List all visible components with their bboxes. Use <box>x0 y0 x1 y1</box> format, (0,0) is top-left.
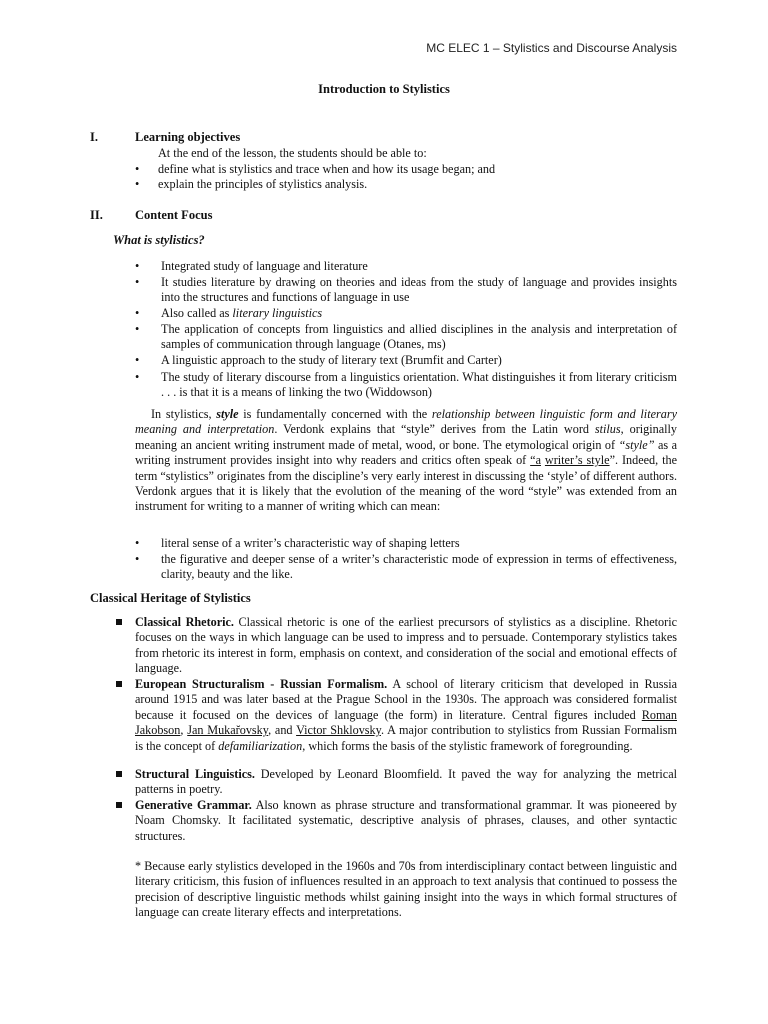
text-run: . Verdonk explains that “style” derives from the Latin word <box>274 422 595 437</box>
definition-text <box>161 306 677 321</box>
heritage-term: Generative Grammar. <box>135 798 252 812</box>
text-run: . A major contribution to stylistics from Russian Formalism is the concept of <box>135 723 677 753</box>
heritage-item <box>135 615 677 677</box>
square-bullet-icon <box>116 619 122 625</box>
definition-text: Integrated study of language and literature <box>161 259 368 273</box>
objective-text: explain the principles of stylistics analysis. <box>158 177 368 191</box>
square-bullet-icon <box>116 802 122 808</box>
style-quoted-term: “style” <box>618 437 655 452</box>
text-run: , <box>180 723 188 738</box>
bullet-marker: • <box>135 275 140 289</box>
heritage-item <box>135 798 677 844</box>
objective-text: define what is stylistics and trace when and how its usage began; and <box>158 162 496 176</box>
bullet-marker: • <box>135 370 140 384</box>
section-heading-objectives: Learning objectives <box>135 130 241 144</box>
text-run: ”. Indeed, the term “stylistics” originates from the discipline’s very early interest in discussing the ‘style’ of different authors. Verdonk argues that it is likely that the evolution of the meaning of the word “style” was extended from an instrument for writing to a manner of writing which can mean: <box>135 453 677 514</box>
name-roman-jakobson: Roman Jakobson <box>135 707 677 738</box>
text-run: , originally meaning an ancient writing instrument made of metal, wood, or bone. The etymological origin of <box>135 422 677 452</box>
heritage-item <box>135 677 677 754</box>
heritage-text: A school of literary criticism that developed in Russia around 1915 and was later based at the Prague School in the 1930s. The approach was considered formalist because it focused on the devices of language (the form) in literature. Central figures included <box>135 677 677 722</box>
style-term: style <box>216 407 239 421</box>
square-bullet-icon <box>116 771 122 777</box>
heritage-text: Also known as phrase structure and transformational grammar. It was pioneered by Noam Chomsky. It facilitated systematic, descriptive analysis of phrases, clauses, and other syntactic structures. <box>135 798 678 843</box>
heritage-term: European Structuralism - Russian Formalism. <box>135 677 388 691</box>
writers-style-phrase: “a <box>530 453 541 468</box>
bullet-marker: • <box>135 552 140 566</box>
section-number-1: I. <box>90 130 98 144</box>
bullet-marker: • <box>135 162 140 176</box>
definition-text-part: Also called as <box>161 306 233 320</box>
bullet-marker: • <box>135 306 140 320</box>
document-title: Introduction to Stylistics <box>318 82 450 96</box>
text-run: , and <box>268 723 297 738</box>
name-victor-shklovsky: Victor Shklovsky <box>296 723 381 738</box>
heritage-item <box>135 767 677 798</box>
objectives-intro: At the end of the lesson, the students should be able to: <box>158 146 427 160</box>
definition-text: The study of literary discourse from a linguistics orientation. What distinguishes it from literary criticism . . . is that it is a means of linking the two (Widdowson) <box>161 370 677 400</box>
heritage-text: Classical rhetoric is one of the earliest precursors of stylistics as a discipline. Rhetoric focuses on the ways in which language can be used to impress and to persuade. Contemporary stylistics takes from rhetoric its interest in form, emphasis on context, and consideration of the social and emotional effects of language. <box>135 615 678 676</box>
text-run: In stylistics, <box>151 407 217 421</box>
what-is-stylistics-heading: What is stylistics? <box>113 233 205 247</box>
definition-text: The application of concepts from linguistics and allied disciplines in the analysis and interpretation of samples of communication through language (Otanes, ms) <box>161 322 677 352</box>
bullet-marker: • <box>135 259 140 273</box>
name-jan-mukarovsky: Jan Mukar̆ovsky <box>187 723 269 738</box>
text-run: as a writing instrument provides insight into why readers and critics often speak of <box>135 437 678 468</box>
section-heading-content: Content Focus <box>135 208 213 222</box>
heritage-term: Structural Linguistics. <box>135 767 255 781</box>
running-header: MC ELEC 1 – Stylistics and Discourse Analysis <box>426 41 677 55</box>
relationship-phrase: relationship between linguistic form and literary meaning and interpretation <box>135 407 677 437</box>
bullet-marker: • <box>135 322 140 336</box>
bullet-marker: • <box>135 353 140 367</box>
text-run: is fundamentally concerned with the <box>238 407 432 421</box>
section-number-2: II. <box>90 208 103 222</box>
text-run: , which forms the basis of the stylistic framework of foregrounding. <box>302 738 633 753</box>
literary-linguistics-term: literary linguistics <box>232 306 323 320</box>
meaning-text: the figurative and deeper sense of a writer’s characteristic mode of expression in terms of effectiveness, clarity, beauty and the like. <box>161 552 677 582</box>
stilus-term: stilus <box>594 422 621 437</box>
bullet-marker: • <box>135 536 140 550</box>
style-paragraph <box>135 407 677 515</box>
heritage-term: Classical Rhetoric. <box>135 615 234 629</box>
bullet-marker: • <box>135 177 140 191</box>
meaning-text: literal sense of a writer’s characteristic way of shaping letters <box>161 536 460 550</box>
square-bullet-icon <box>116 681 122 687</box>
defamiliarization-term: defamiliarization <box>218 738 303 753</box>
heritage-text: Developed by Leonard Bloomfield. It paved the way for analyzing the metrical patterns in poetry. <box>135 767 677 797</box>
heritage-heading: Classical Heritage of Stylistics <box>90 591 251 605</box>
footnote-paragraph: * Because early stylistics developed in the 1960s and 70s from interdisciplinary contact between linguistic and literary criticism, this fusion of influences resulted in an approach to text analysis that continued to possess the precision of descriptive linguistic methods whilst gaining insight into the ways in which formal structures of language can create literary effects and interpretations. <box>135 859 677 920</box>
definition-text: A linguistic approach to the study of literary text (Brumfit and Carter) <box>161 353 502 367</box>
writers-style-phrase: writer’s style <box>544 453 610 468</box>
definition-text: It studies literature by drawing on theories and ideas from the study of language and provides insights into the structures and functions of language in use <box>161 275 677 305</box>
